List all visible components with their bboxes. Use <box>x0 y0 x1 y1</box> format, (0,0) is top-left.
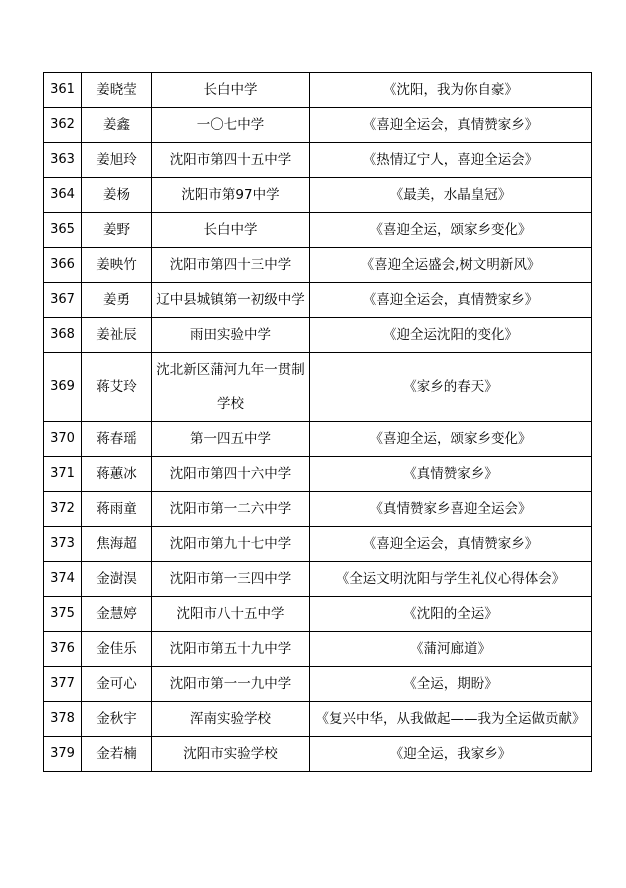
student-name: 姜杨 <box>82 178 152 213</box>
row-number: 369 <box>44 353 82 422</box>
school-name: 沈阳市八十五中学 <box>152 597 310 632</box>
work-title: 《真情赞家乡喜迎全运会》 <box>310 492 592 527</box>
student-name: 姜勇 <box>82 283 152 318</box>
table-row <box>44 702 592 737</box>
student-name: 姜野 <box>82 213 152 248</box>
school-name: 沈阳市第一二六中学 <box>152 492 310 527</box>
school-name: 沈阳市第五十九中学 <box>152 632 310 667</box>
student-name: 金佳乐 <box>82 632 152 667</box>
table-row <box>44 667 592 702</box>
row-number: 363 <box>44 143 82 178</box>
work-title: 《最美，水晶皇冠》 <box>310 178 592 213</box>
table-row <box>44 108 592 143</box>
table-row <box>44 457 592 492</box>
table-row <box>44 737 592 772</box>
work-title: 《复兴中华，从我做起——我为全运做贡献》 <box>310 702 592 737</box>
award-list-table <box>43 72 592 772</box>
school-name: 沈阳市第97中学 <box>152 178 310 213</box>
work-title: 《喜迎全运会，真情赞家乡》 <box>310 108 592 143</box>
table-row <box>44 143 592 178</box>
table-row <box>44 492 592 527</box>
school-name: 第一四五中学 <box>152 422 310 457</box>
row-number: 370 <box>44 422 82 457</box>
work-title: 《喜迎全运盛会,树文明新风》 <box>310 248 592 283</box>
row-number: 376 <box>44 632 82 667</box>
student-name: 蒋春瑶 <box>82 422 152 457</box>
work-title: 《迎全运沈阳的变化》 <box>310 318 592 353</box>
row-number: 371 <box>44 457 82 492</box>
table-row <box>44 422 592 457</box>
student-name: 金澍淏 <box>82 562 152 597</box>
work-title: 《家乡的春天》 <box>310 353 592 422</box>
work-title: 《全运，期盼》 <box>310 667 592 702</box>
table-row <box>44 248 592 283</box>
student-name: 金可心 <box>82 667 152 702</box>
table-row <box>44 353 592 422</box>
school-name: 沈北新区蒲河九年一贯制学校 <box>152 353 310 422</box>
work-title: 《迎全运，我家乡》 <box>310 737 592 772</box>
table-row <box>44 562 592 597</box>
student-name: 金若楠 <box>82 737 152 772</box>
row-number: 377 <box>44 667 82 702</box>
table-row <box>44 632 592 667</box>
work-title: 《全运文明沈阳与学生礼仪心得体会》 <box>310 562 592 597</box>
school-name: 沈阳市第四十五中学 <box>152 143 310 178</box>
work-title: 《沈阳，我为你自豪》 <box>310 73 592 108</box>
table-row <box>44 213 592 248</box>
student-name: 姜映竹 <box>82 248 152 283</box>
school-name: 雨田实验中学 <box>152 318 310 353</box>
row-number: 375 <box>44 597 82 632</box>
row-number: 379 <box>44 737 82 772</box>
row-number: 373 <box>44 527 82 562</box>
student-name: 姜祉辰 <box>82 318 152 353</box>
row-number: 366 <box>44 248 82 283</box>
school-name: 一〇七中学 <box>152 108 310 143</box>
work-title: 《沈阳的全运》 <box>310 597 592 632</box>
student-name: 姜鑫 <box>82 108 152 143</box>
school-name: 长白中学 <box>152 73 310 108</box>
school-name: 沈阳市第四十三中学 <box>152 248 310 283</box>
school-name: 沈阳市第四十六中学 <box>152 457 310 492</box>
row-number: 374 <box>44 562 82 597</box>
student-name: 蒋蕙冰 <box>82 457 152 492</box>
student-name: 金慧婷 <box>82 597 152 632</box>
table-body <box>44 73 592 772</box>
work-title: 《喜迎全运，颂家乡变化》 <box>310 213 592 248</box>
row-number: 367 <box>44 283 82 318</box>
work-title: 《喜迎全运，颂家乡变化》 <box>310 422 592 457</box>
row-number: 362 <box>44 108 82 143</box>
school-name: 沈阳市第一一九中学 <box>152 667 310 702</box>
school-name: 沈阳市第九十七中学 <box>152 527 310 562</box>
work-title: 《真情赞家乡》 <box>310 457 592 492</box>
row-number: 372 <box>44 492 82 527</box>
work-title: 《热情辽宁人，喜迎全运会》 <box>310 143 592 178</box>
student-name: 姜晓莹 <box>82 73 152 108</box>
student-name: 金秋宇 <box>82 702 152 737</box>
row-number: 364 <box>44 178 82 213</box>
table-row <box>44 283 592 318</box>
row-number: 365 <box>44 213 82 248</box>
table-row <box>44 178 592 213</box>
school-name: 辽中县城镇第一初级中学 <box>152 283 310 318</box>
work-title: 《喜迎全运会，真情赞家乡》 <box>310 527 592 562</box>
work-title: 《蒲河廊道》 <box>310 632 592 667</box>
row-number: 368 <box>44 318 82 353</box>
student-name: 蒋雨童 <box>82 492 152 527</box>
student-name: 焦海超 <box>82 527 152 562</box>
row-number: 378 <box>44 702 82 737</box>
table-row <box>44 597 592 632</box>
school-name: 浑南实验学校 <box>152 702 310 737</box>
school-name: 沈阳市实验学校 <box>152 737 310 772</box>
work-title: 《喜迎全运会，真情赞家乡》 <box>310 283 592 318</box>
student-name: 蒋艾玲 <box>82 353 152 422</box>
student-name: 姜旭玲 <box>82 143 152 178</box>
table-row <box>44 73 592 108</box>
table-row <box>44 527 592 562</box>
table-row <box>44 318 592 353</box>
school-name: 沈阳市第一三四中学 <box>152 562 310 597</box>
school-name: 长白中学 <box>152 213 310 248</box>
row-number: 361 <box>44 73 82 108</box>
